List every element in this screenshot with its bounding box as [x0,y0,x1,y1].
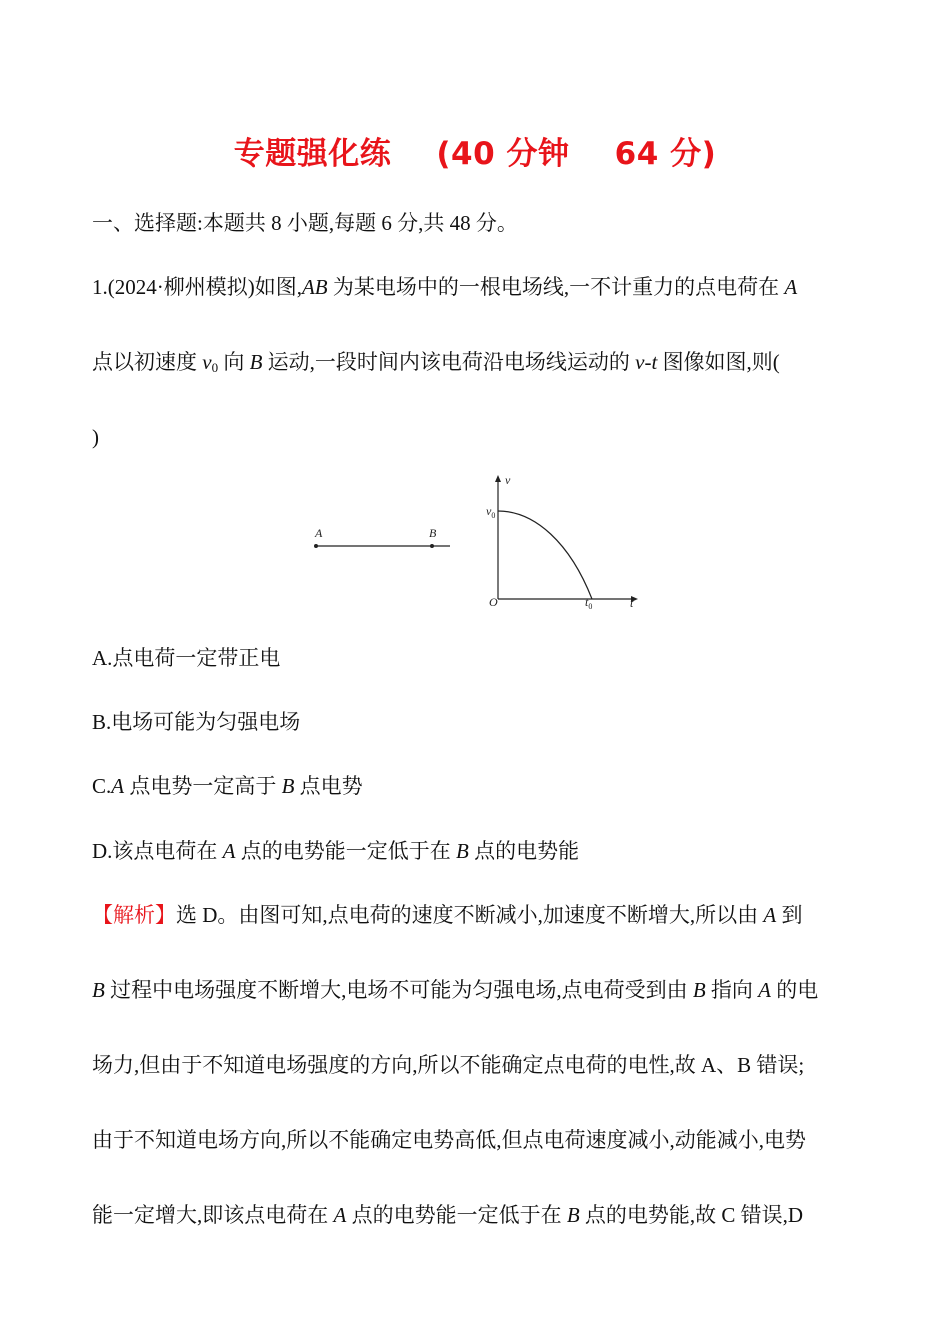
analysis-tag: 【解析】 [92,903,176,927]
analysis-line-2: B 过程中电场强度不断增大,电场不可能为匀强电场,点电荷受到由 B 指向 A 的电 [92,978,819,1002]
label-t0: $t_0$ [585,595,593,611]
label-a: A [315,526,323,540]
label-origin: O [489,595,498,609]
section-heading: 一、选择题:本题共 8 小题,每题 6 分,共 48 分。 [92,211,518,235]
analysis-line-4: 由于不知道电场方向,所以不能确定电势高低,但点电荷速度减小,动能减小,电势 [92,1128,806,1152]
label-v: v [505,473,511,487]
label-b: B [429,526,437,540]
point-a-dot [314,544,318,548]
vt-graph [486,473,638,611]
velocity-curve [498,511,592,599]
question-line-1: 1.(2024·柳州模拟)如图,AB 为某电场中的一根电场线,一不计重力的点电荷在 A [92,275,798,299]
option-a: A.点电荷一定带正电 [92,646,281,670]
option-c: C.A 点电势一定高于 B 点电势 [92,774,363,798]
label-v0: $v_0$ [486,504,496,520]
point-b-dot [430,544,434,548]
field-line-diagram [314,526,450,548]
option-b: B.电场可能为匀强电场 [92,710,301,734]
analysis-line-5: 能一定增大,即该点电荷在 A 点的电势能一定低于在 B 点的电势能,故 C 错误,D [92,1203,804,1227]
analysis-line-1: 【解析】选 D。由图可知,点电荷的速度不断减小,加速度不断增大,所以由 A 到 [92,903,803,927]
page-title: 专题强化练 (40 分钟 64 分) [233,136,717,172]
analysis-line-3: 场力,但由于不知道电场强度的方向,所以不能确定点电荷的电性,故 A、B 错误; [92,1053,805,1077]
v-axis-arrow [495,475,501,482]
question-line-2: 点以初速度 $v_0$ 向 B 运动,一段时间内该电荷沿电场线运动的 v-t 图像如图,则( [92,350,780,375]
question-figure [300,468,650,616]
option-d: D.该点电荷在 A 点的电势能一定低于在 B 点的电势能 [92,839,580,863]
label-t: t [630,596,634,610]
question-line-3: ) [92,425,99,449]
